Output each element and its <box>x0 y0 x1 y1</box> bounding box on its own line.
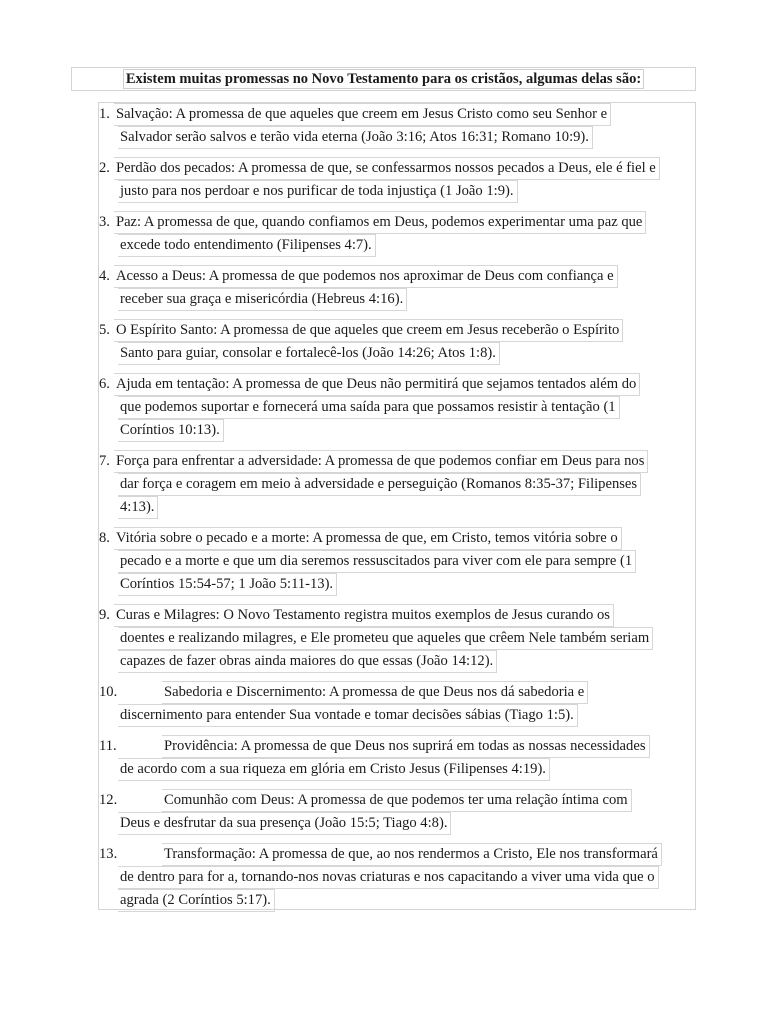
list-item-first-line <box>99 319 623 342</box>
list-item-continuation-line <box>118 704 578 727</box>
list-item-text: Acesso a Deus: A promessa de que podemos nos aproximar de Deus com confiança e <box>114 265 618 288</box>
list-item-first-line <box>99 843 662 866</box>
list-item-continuation-line <box>118 288 407 311</box>
list-item-first-line <box>99 157 660 180</box>
list-item-number: 12. <box>99 792 118 808</box>
list-item-number: 10. <box>99 684 118 700</box>
list-item-continuation-line <box>118 396 620 419</box>
list-item-number: 9. <box>99 607 110 623</box>
list-item-text: de dentro para for a, tornando-nos novas criaturas e nos capacitando a viver uma vida que o <box>118 866 659 889</box>
list-item-text: O Espírito Santo: A promessa de que aqueles que creem em Jesus receberão o Espírito <box>114 319 623 342</box>
list-item-first-line <box>99 450 648 473</box>
list-item-text: Coríntios 15:54-57; 1 João 5:11-13). <box>118 573 337 596</box>
list-item-continuation-line <box>118 126 593 149</box>
list-item-continuation-line <box>118 758 550 781</box>
list-item-text: discernimento para entender Sua vontade e tomar decisões sábias (Tiago 1:5). <box>118 704 578 727</box>
list-item-text: capazes de fazer obras ainda maiores do que essas (João 14:12). <box>118 650 497 673</box>
list-item-number: 7. <box>99 453 110 469</box>
list-item-continuation-line <box>118 812 451 835</box>
list-item-continuation-line <box>118 496 158 519</box>
list-item-text: receber sua graça e misericórdia (Hebreus 4:16). <box>118 288 407 311</box>
list-item-text: Santo para guiar, consolar e fortalecê-los (João 14:26; Atos 1:8). <box>118 342 500 365</box>
list-item-continuation-line <box>118 550 636 573</box>
list-item-continuation-line <box>118 866 659 889</box>
list-item-text: Providência: A promessa de que Deus nos suprirá em todas as nossas necessidades <box>162 735 650 758</box>
list-item-number: 1. <box>99 106 110 122</box>
list-item-first-line <box>99 103 611 126</box>
list-item-text: Comunhão com Deus: A promessa de que podemos ter uma relação íntima com <box>162 789 632 812</box>
list-item-number: 13. <box>99 846 118 862</box>
list-item-continuation-line <box>118 473 641 496</box>
list-item-text: Força para enfrentar a adversidade: A promessa de que podemos confiar em Deus para nos <box>114 450 648 473</box>
page-title: Existem muitas promessas no Novo Testamento para os cristãos, algumas delas são: <box>123 69 644 89</box>
list-item-text: de acordo com a sua riqueza em glória em Cristo Jesus (Filipenses 4:19). <box>118 758 550 781</box>
heading-box <box>71 67 696 91</box>
list-item-continuation-line <box>118 234 376 257</box>
list-item-first-line <box>99 527 622 550</box>
list-item-text: Deus e desfrutar da sua presença (João 15:5; Tiago 4:8). <box>118 812 451 835</box>
list-item-text: excede todo entendimento (Filipenses 4:7). <box>118 234 376 257</box>
list-item-first-line <box>99 265 618 288</box>
list-item-first-line <box>99 211 646 234</box>
list-item-first-line <box>99 604 614 627</box>
list-item-number: 5. <box>99 322 110 338</box>
list-item-text: Salvação: A promessa de que aqueles que creem em Jesus Cristo como seu Senhor e <box>114 103 611 126</box>
list-item-text: Transformação: A promessa de que, ao nos rendermos a Cristo, Ele nos transformará <box>162 843 662 866</box>
list-item-text: doentes e realizando milagres, e Ele prometeu que aqueles que crêem Nele também seriam <box>118 627 653 650</box>
list-item-continuation-line <box>118 650 497 673</box>
promises-list <box>98 102 696 910</box>
list-item-first-line <box>99 789 632 812</box>
list-item-number: 3. <box>99 214 110 230</box>
list-item-number: 6. <box>99 376 110 392</box>
list-item-text: Vitória sobre o pecado e a morte: A promessa de que, em Cristo, temos vitória sobre o <box>114 527 622 550</box>
list-item-continuation-line <box>118 342 500 365</box>
list-item-number: 8. <box>99 530 110 546</box>
list-item-text: pecado e a morte e que um dia seremos ressuscitados para viver com ele para sempre (1 <box>118 550 636 573</box>
list-item-number: 11. <box>99 738 117 754</box>
list-item-continuation-line <box>118 180 518 203</box>
list-item-text: justo para nos perdoar e nos purificar de toda injustiça (1 João 1:9). <box>118 180 518 203</box>
list-item-number: 2. <box>99 160 110 176</box>
list-item-text: Curas e Milagres: O Novo Testamento registra muitos exemplos de Jesus curando os <box>114 604 614 627</box>
list-item-first-line <box>99 373 640 396</box>
list-item-text: agrada (2 Coríntios 5:17). <box>118 889 275 912</box>
list-item-text: Paz: A promessa de que, quando confiamos em Deus, podemos experimentar uma paz que <box>114 211 646 234</box>
list-item-continuation-line <box>118 573 337 596</box>
list-item-text: 4:13). <box>118 496 158 519</box>
list-item-text: Ajuda em tentação: A promessa de que Deus não permitirá que sejamos tentados além do <box>114 373 640 396</box>
list-item-continuation-line <box>118 889 275 912</box>
list-item-text: Sabedoria e Discernimento: A promessa de que Deus nos dá sabedoria e <box>162 681 588 704</box>
list-item-text: Salvador serão salvos e terão vida eterna (João 3:16; Atos 16:31; Romano 10:9). <box>118 126 593 149</box>
list-item-continuation-line <box>118 419 224 442</box>
list-item-continuation-line <box>118 627 653 650</box>
list-item-first-line <box>99 681 588 704</box>
list-item-number: 4. <box>99 268 110 284</box>
list-item-first-line <box>99 735 650 758</box>
list-item-text: que podemos suportar e fornecerá uma saída para que possamos resistir à tentação (1 <box>118 396 620 419</box>
list-item-text: dar força e coragem em meio à adversidade e perseguição (Romanos 8:35-37; Filipenses <box>118 473 641 496</box>
list-item-text: Perdão dos pecados: A promessa de que, se confessarmos nossos pecados a Deus, ele é fiel e <box>114 157 660 180</box>
list-item-text: Coríntios 10:13). <box>118 419 224 442</box>
